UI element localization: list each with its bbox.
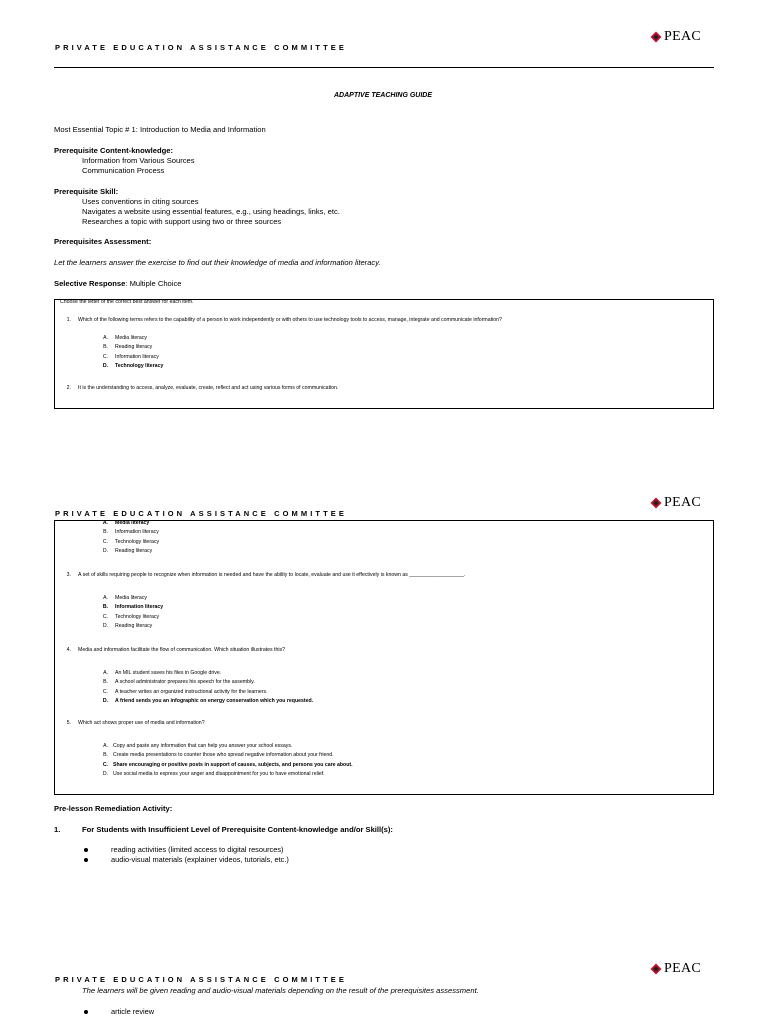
q4-options — [100, 669, 313, 706]
option-b: B. Create media presentations to counter those who spread negative information about your friend. — [103, 752, 334, 759]
response-value: : Multiple Choice — [125, 279, 182, 288]
remediation-number: 1. — [54, 825, 61, 834]
bullet-item: article review — [84, 1007, 154, 1017]
response-type — [54, 279, 181, 289]
skill-item: Navigates a website using essential features, e.g., using headings, links, etc. — [82, 207, 340, 216]
option-c: C. Technology literacy — [102, 538, 160, 545]
skill-item: Uses conventions in citing sources — [82, 197, 199, 206]
peac-emblem-icon — [650, 31, 662, 43]
peac-emblem-icon — [650, 497, 662, 509]
skill-item: Researches a topic with support using two or three sources — [82, 217, 282, 226]
option-d-correct: D. Technology literacy — [102, 362, 164, 369]
org-header: PRIVATE EDUCATION ASSISTANCE COMMITTEE — [55, 509, 347, 518]
question-box-1 — [54, 299, 714, 409]
question-text: Which of the following terms refers to the capability of a person to work independently or with others to use technology tools to access, manage, integrate and communicate information? — [78, 317, 502, 323]
question-box-2 — [54, 520, 714, 795]
remediation-note: The learners will be given reading and audio-visual materials depending on the result of the prerequisites assessment. — [82, 986, 479, 995]
topic-line: Most Essential Topic # 1: Introduction to Media and Information — [54, 125, 266, 134]
q1-options — [100, 334, 163, 371]
option-c: C. A teacher writes an organized instructional activity for the learners. — [102, 688, 268, 695]
option-d: D. Use social media to express your anger and disappointment for you to have emotional relief. — [102, 770, 325, 777]
assessment-heading: Prerequisites Assessment: — [54, 237, 152, 246]
org-header: PRIVATE EDUCATION ASSISTANCE COMMITTEE — [55, 975, 347, 984]
question-number: 5. — [66, 720, 71, 726]
page-title: ADAPTIVE TEACHING GUIDE — [334, 92, 433, 99]
option-d: D. Reading literacy — [102, 622, 153, 629]
question-number: 2. — [66, 385, 71, 391]
content-knowledge-heading: Prerequisite Content-knowledge: — [54, 146, 173, 155]
assessment-instruction: Let the learners answer the exercise to find out their knowledge of media and information literacy. — [54, 258, 381, 267]
peac-logo — [650, 961, 701, 977]
option-a: A. Copy and paste any information that can help you answer your school essays. — [103, 743, 293, 749]
logo-text: PEAC — [664, 29, 701, 44]
question-3 — [55, 571, 466, 580]
question-4 — [55, 646, 285, 655]
org-header: PRIVATE EDUCATION ASSISTANCE COMMITTEE — [55, 43, 347, 52]
logo-text: PEAC — [664, 495, 701, 510]
option-a: A. Media literacy — [103, 335, 148, 341]
peac-emblem-icon — [650, 963, 662, 975]
q5-options — [100, 742, 353, 779]
response-label: Selective Response — [54, 279, 126, 288]
question-text: A set of skills requiring people to recognize when information is needed and have the ability to locate, evaluate and use it effectively is known as ___________________. — [78, 572, 466, 578]
option-c-correct: C. Share encouraging or positive posts in support of causes, subjects, and persons you care about. — [102, 761, 353, 768]
question-number: 4. — [66, 647, 71, 653]
remediation-heading: Pre-lesson Remediation Activity: — [54, 804, 173, 813]
option-d-correct: D. A friend sends you an infographic on energy conservation which you requested. — [102, 697, 314, 704]
header-rule — [54, 67, 714, 68]
bullet-icon — [84, 1010, 88, 1014]
question-text: Which act shows proper use of media and information? — [78, 720, 205, 726]
question-number: 3. — [66, 572, 71, 578]
option-a-correct: A. Media literacy — [102, 520, 150, 526]
option-d: D. Reading literacy — [102, 547, 153, 554]
question-5 — [55, 719, 205, 728]
bullet-item: audio-visual materials (explainer videos, tutorials, etc.) — [84, 855, 289, 865]
option-b: B. Information literacy — [103, 529, 159, 536]
content-item: Information from Various Sources — [82, 156, 195, 165]
option-b: B. Reading literacy — [103, 344, 153, 351]
question-number: 1. — [66, 317, 71, 323]
question-1 — [55, 316, 502, 325]
bullet-icon — [84, 858, 88, 862]
bullet-item: reading activities (limited access to digital resources) — [84, 845, 284, 855]
question-2 — [55, 384, 338, 393]
box-instruction: Choose the letter of the correct best answer for each item. — [60, 299, 194, 305]
option-c: C. Technology literacy — [102, 613, 160, 620]
peac-logo — [650, 495, 701, 511]
option-b: B. A school administrator prepares his speech for the assembly. — [103, 679, 255, 686]
option-a: A. An MIL student saves his files in Google drive. — [103, 670, 222, 676]
q2-options — [100, 519, 159, 556]
logo-text: PEAC — [664, 961, 701, 976]
peac-logo — [650, 29, 701, 45]
option-c: C. Information literacy — [102, 353, 159, 360]
remediation-subheading: For Students with Insufficient Level of Prerequisite Content-knowledge and/or Skill(s): — [82, 825, 393, 834]
question-text: It is the understanding to access, analyze, evaluate, create, reflect and act using various forms of communication. — [78, 385, 339, 391]
bullet-icon — [84, 848, 88, 852]
option-a: A. Media literacy — [103, 595, 148, 601]
option-b-correct: B. Information literacy — [102, 604, 164, 611]
q3-options — [100, 594, 163, 631]
skill-heading: Prerequisite Skill: — [54, 187, 119, 196]
content-item: Communication Process — [82, 166, 165, 175]
question-text: Media and information facilitate the flow of communication. Which situation illustrates this? — [78, 647, 286, 653]
